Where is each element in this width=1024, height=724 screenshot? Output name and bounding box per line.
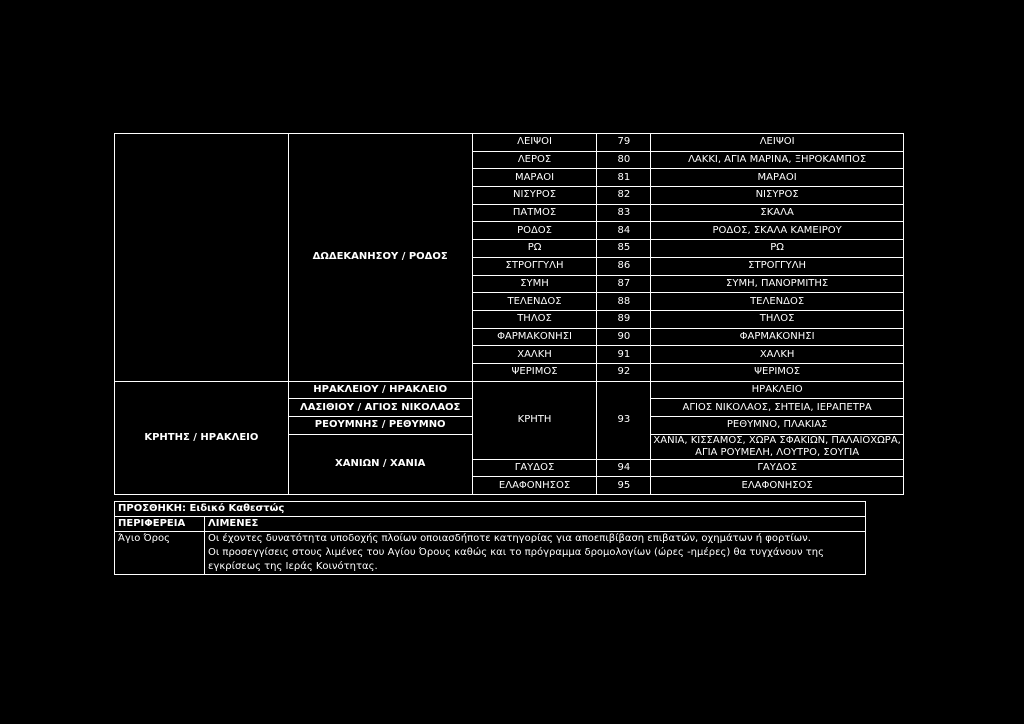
code-cell: 84: [597, 222, 651, 240]
special-status-table: [114, 501, 866, 575]
island-cell: ΠΑΤΜΟΣ: [472, 204, 597, 222]
ports-cell: ΑΓΙΟΣ ΝΙΚΟΛΑΟΣ, ΣΗΤΕΙΑ, ΙΕΡΑΠΕΤΡΑ: [651, 399, 904, 417]
ports-cell: ΛΑΚΚΙ, ΑΓΙΑ ΜΑΡΙΝΑ, ΞΗΡΟΚΑΜΠΟΣ: [651, 151, 904, 169]
island-cell: ΧΑΛΚΗ: [472, 346, 597, 364]
code-cell: 90: [597, 328, 651, 346]
code-cell: 85: [597, 240, 651, 258]
note-title: ΠΡΟΣΘΗΚΗ: Ειδικό Καθεστώς: [115, 502, 866, 517]
code-cell: 83: [597, 204, 651, 222]
prefecture-cell: ΔΩΔΕΚΑΝΗΣΟΥ / ΡΟΔΟΣ: [288, 134, 472, 382]
header-region: ΠΕΡΙΦΕΡΕΙΑ: [115, 517, 205, 532]
ports-cell: ΓΑΥΔΟΣ: [651, 459, 904, 477]
ports-cell: ΣΥΜΗ, ΠΑΝΟΡΜΙΤΗΣ: [651, 275, 904, 293]
island-cell: ΡΟΔΟΣ: [472, 222, 597, 240]
code-cell: 88: [597, 293, 651, 311]
ports-cell: ΦΑΡΜΑΚΟΝΗΣΙ: [651, 328, 904, 346]
island-cell: ΡΩ: [472, 240, 597, 258]
ports-cell: ΧΑΝΙΑ, ΚΙΣΣΑΜΟΣ, ΧΩΡΑ ΣΦΑΚΙΩΝ, ΠΑΛΑΙΟΧΩΡΑ, ΑΓΙΑ ΡΟΥΜΕΛΗ, ΛΟΥΤΡΟ, ΣΟΥΓΙΑ: [651, 434, 904, 459]
island-cell: ΚΡΗΤΗ: [472, 381, 597, 459]
ports-cell: ΡΕΘΥΜΝΟ, ΠΛΑΚΙΑΣ: [651, 417, 904, 435]
ports-cell: ΡΩ: [651, 240, 904, 258]
island-cell: ΨΕΡΙΜΟΣ: [472, 363, 597, 381]
note-header-row: [115, 517, 866, 532]
ports-cell: ΤΕΛΕΝΔΟΣ: [651, 293, 904, 311]
island-cell: ΓΑΥΔΟΣ: [472, 459, 597, 477]
code-cell: 91: [597, 346, 651, 364]
ports-cell: ΣΤΡΟΓΓΥΛΗ: [651, 257, 904, 275]
ports-cell: ΣΚΑΛΑ: [651, 204, 904, 222]
island-cell: ΣΥΜΗ: [472, 275, 597, 293]
code-cell: 80: [597, 151, 651, 169]
island-cell: ΝΙΣΥΡΟΣ: [472, 187, 597, 205]
code-cell: 89: [597, 310, 651, 328]
island-cell: ΤΗΛΟΣ: [472, 310, 597, 328]
note-line-1: Οι έχοντες δυνατότητα υποδοχής πλοίων οποιασδήποτε κατηγορίας για αποεπιβίβαση επιβατών, οχημάτων ή φορτίων.: [208, 533, 811, 544]
island-cell: ΕΛΑΦΟΝΗΣΟΣ: [472, 477, 597, 495]
island-cell: ΜΑΡΑΟΙ: [472, 169, 597, 187]
island-cell: ΦΑΡΜΑΚΟΝΗΣΙ: [472, 328, 597, 346]
island-cell: ΤΕΛΕΝΔΟΣ: [472, 293, 597, 311]
prefecture-cell: ΧΑΝΙΩΝ / ΧΑΝΙΑ: [288, 434, 472, 494]
note-ports-cell: [205, 532, 866, 575]
note-content-row: [115, 532, 866, 575]
island-cell: ΣΤΡΟΓΓΥΛΗ: [472, 257, 597, 275]
ports-cell: ΧΑΛΚΗ: [651, 346, 904, 364]
prefecture-cell: ΛΑΣΙΘΙΟΥ / ΑΓΙΟΣ ΝΙΚΟΛΑΟΣ: [288, 399, 472, 417]
code-cell: 79: [597, 134, 651, 152]
ports-cell: ΗΡΑΚΛΕΙΟ: [651, 381, 904, 399]
code-cell: 87: [597, 275, 651, 293]
island-cell: ΛΕΡΟΣ: [472, 151, 597, 169]
prefecture-cell: ΡΕΟΥΜΝΗΣ / ΡΕΘΥΜΝΟ: [288, 417, 472, 435]
ports-cell: ΨΕΡΙΜΟΣ: [651, 363, 904, 381]
note-region-cell: Άγιο Όρος: [115, 532, 205, 575]
island-cell: ΛΕΙΨΟΙ: [472, 134, 597, 152]
ports-table: [114, 133, 904, 495]
ports-table-body: [115, 134, 904, 495]
code-cell: 93: [597, 381, 651, 459]
header-ports: ΛΙΜΕΝΕΣ: [205, 517, 866, 532]
note-title-row: [115, 502, 866, 517]
region-cell: ΚΡΗΤΗΣ / ΗΡΑΚΛΕΙΟ: [115, 381, 289, 494]
ports-cell: ΤΗΛΟΣ: [651, 310, 904, 328]
code-cell: 94: [597, 459, 651, 477]
region-cell: [115, 134, 289, 382]
ports-cell: ΝΙΣΥΡΟΣ: [651, 187, 904, 205]
table-row: [115, 134, 904, 152]
table-row: [115, 381, 904, 399]
code-cell: 82: [597, 187, 651, 205]
code-cell: 81: [597, 169, 651, 187]
code-cell: 95: [597, 477, 651, 495]
ports-cell: ΡΟΔΟΣ, ΣΚΑΛΑ ΚΑΜΕΙΡΟΥ: [651, 222, 904, 240]
ports-cell: ΛΕΙΨΟΙ: [651, 134, 904, 152]
code-cell: 86: [597, 257, 651, 275]
note-line-2: Οι προσεγγίσεις στους λιμένες του Αγίου Όρους καθώς και το πρόγραμμα δρομολογίων (ώρες -ημέρες) θα τυγχάνουν της εγκρίσεως της Ιεράς Κοινότητας.: [208, 547, 824, 572]
ports-cell: ΕΛΑΦΟΝΗΣΟΣ: [651, 477, 904, 495]
code-cell: 92: [597, 363, 651, 381]
prefecture-cell: ΗΡΑΚΛΕΙΟΥ / ΗΡΑΚΛΕΙΟ: [288, 381, 472, 399]
ports-cell: ΜΑΡΑΟΙ: [651, 169, 904, 187]
